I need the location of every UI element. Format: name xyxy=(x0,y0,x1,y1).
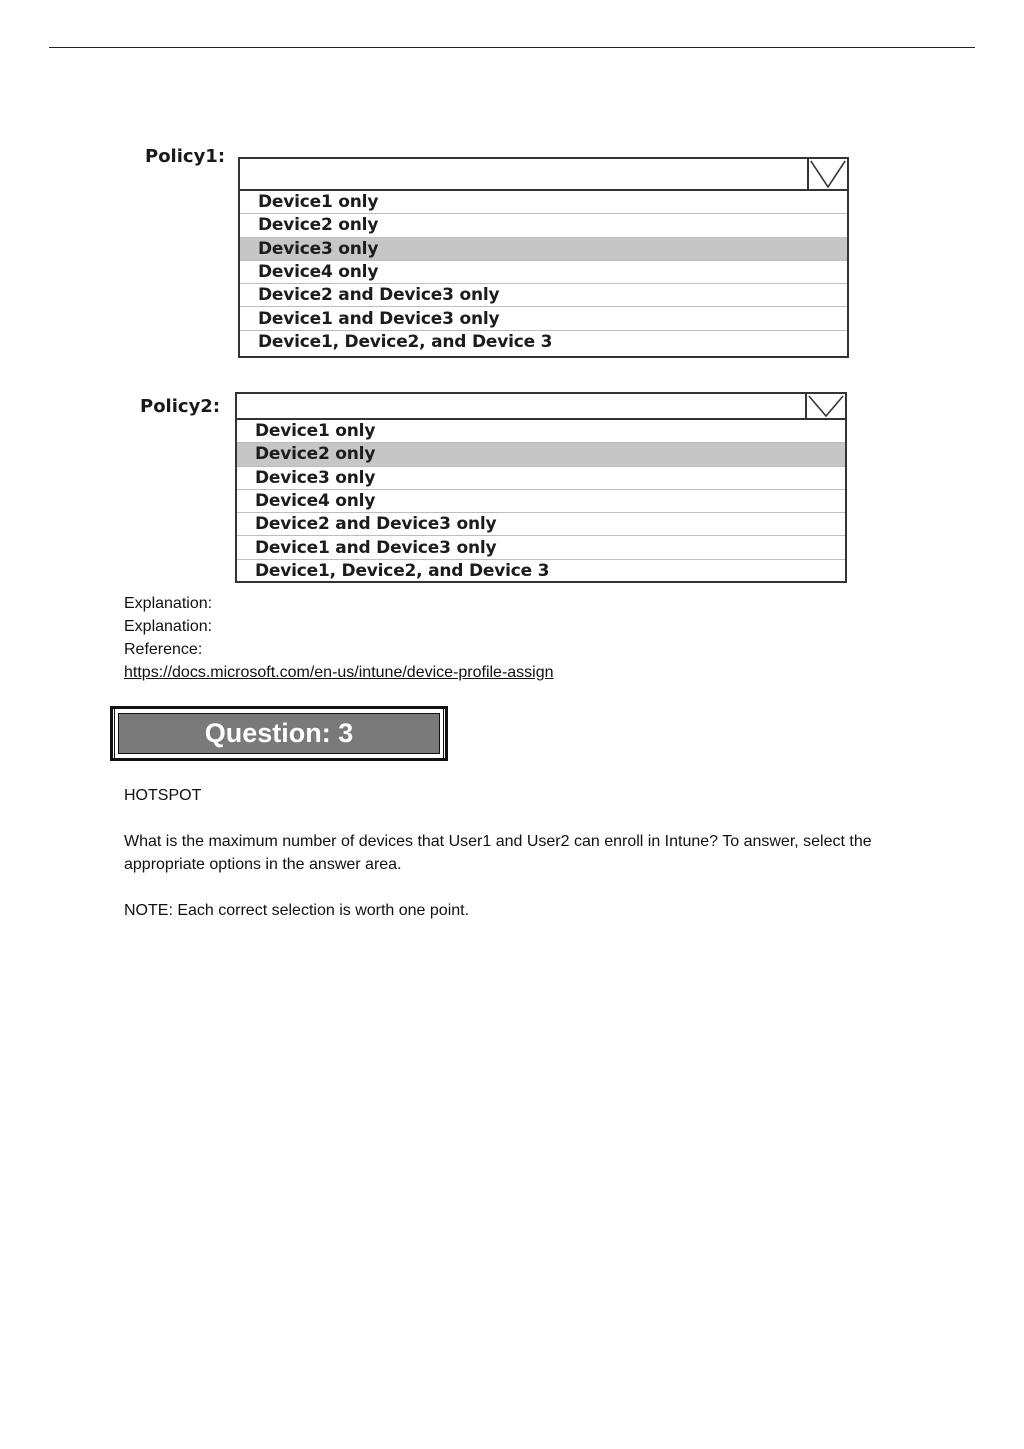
policy2-dropdown-header[interactable] xyxy=(237,394,845,420)
policy2-option[interactable]: Device2 only xyxy=(237,443,845,466)
explanation-heading: Explanation: xyxy=(124,595,213,612)
reference-link[interactable]: https://docs.microsoft.com/en-us/intune/device-profile-assign xyxy=(124,664,554,681)
question-banner xyxy=(110,706,448,761)
policy1-label: Policy1: xyxy=(145,146,226,167)
policy2-label: Policy2: xyxy=(140,396,221,417)
chevron-down-icon[interactable] xyxy=(807,159,847,189)
question-type: HOTSPOT xyxy=(124,787,202,804)
policy1-dropdown[interactable] xyxy=(238,157,849,358)
question-note: NOTE: Each correct selection is worth one point. xyxy=(124,902,470,919)
policy1-options-list xyxy=(240,191,847,354)
policy2-option[interactable]: Device3 only xyxy=(237,467,845,490)
policy2-option[interactable]: Device1 only xyxy=(237,420,845,443)
question-title: Question: 3 xyxy=(204,718,354,748)
policy2-option[interactable]: Device2 and Device3 only xyxy=(237,513,845,536)
question-body: What is the maximum number of devices that User1 and User2 can enroll in Intune? To answer, select the appropriate options in the answer area. xyxy=(124,833,872,873)
policy2-option[interactable]: Device1 and Device3 only xyxy=(237,536,845,559)
question-banner-fill xyxy=(118,713,440,754)
policy2-option[interactable]: Device4 only xyxy=(237,490,845,513)
policy1-option[interactable]: Device1 only xyxy=(240,191,847,214)
chevron-down-icon[interactable] xyxy=(805,394,845,418)
policy2-options-list xyxy=(237,420,845,583)
policy1-dropdown-header[interactable] xyxy=(240,159,847,191)
policy1-option[interactable]: Device2 only xyxy=(240,214,847,237)
policy1-option[interactable]: Device4 only xyxy=(240,261,847,284)
policy1-option[interactable]: Device3 only xyxy=(240,238,847,261)
policy1-option[interactable]: Device1, Device2, and Device 3 xyxy=(258,332,553,353)
policy1-option[interactable]: Device2 and Device3 only xyxy=(240,284,847,307)
page-top-rule xyxy=(49,47,975,48)
reference-label: Reference: xyxy=(124,641,203,658)
explanation-heading: Explanation: xyxy=(124,618,213,635)
policy2-dropdown[interactable] xyxy=(235,392,847,583)
policy1-option[interactable]: Device1 and Device3 only xyxy=(240,307,847,330)
policy2-option[interactable]: Device1, Device2, and Device 3 xyxy=(255,561,550,582)
